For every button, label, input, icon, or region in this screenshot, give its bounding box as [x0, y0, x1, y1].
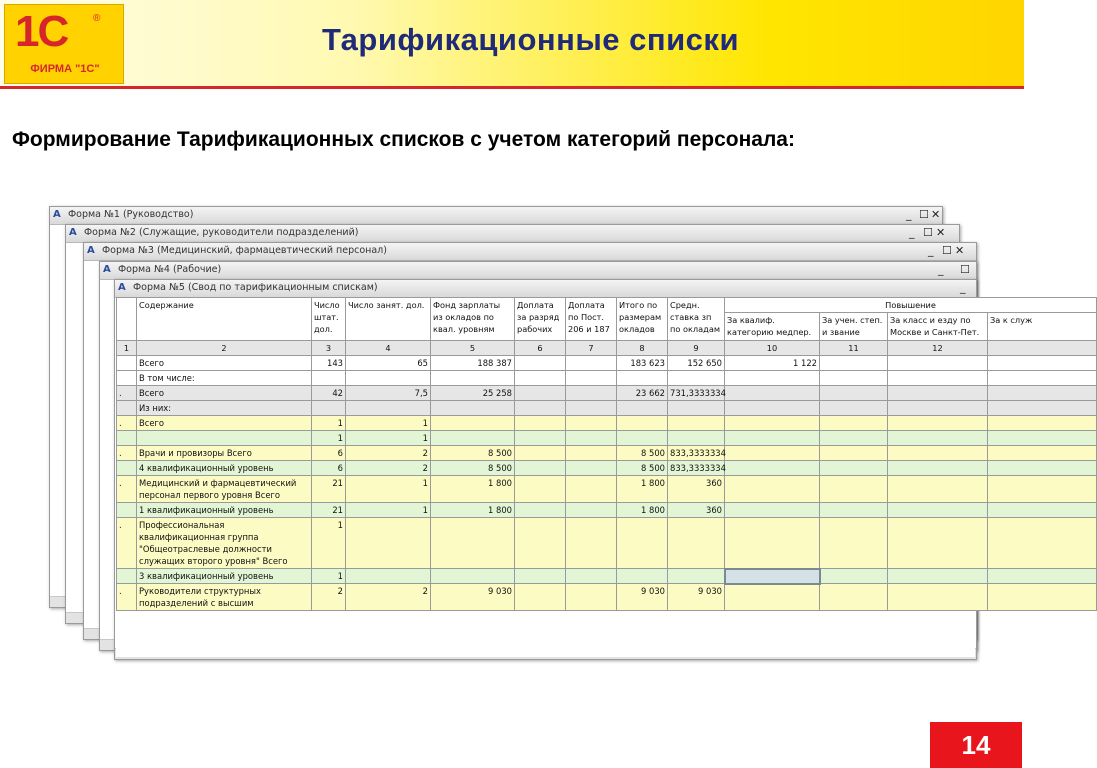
table-cell[interactable]	[566, 518, 617, 569]
column-number: 7	[566, 341, 617, 356]
table-cell[interactable]	[566, 386, 617, 401]
table-row[interactable]	[117, 356, 1097, 371]
table-cell[interactable]	[617, 371, 668, 386]
table-cell[interactable]: 188 387	[431, 356, 515, 371]
table-cell[interactable]	[431, 569, 515, 584]
table-cell[interactable]: 6	[312, 446, 346, 461]
table-cell[interactable]	[668, 371, 725, 386]
table-cell[interactable]	[515, 416, 566, 431]
table-cell[interactable]: 21	[312, 503, 346, 518]
table-cell[interactable]	[820, 401, 888, 416]
table-cell[interactable]	[117, 371, 137, 386]
row-label-cell[interactable]	[137, 431, 312, 446]
table-cell[interactable]	[988, 503, 1097, 518]
maximize-icon[interactable]: ☐	[923, 226, 933, 239]
table-cell[interactable]	[820, 386, 888, 401]
column-header[interactable]: Фонд зарплаты из окладов по квал. уровням	[431, 298, 515, 341]
table-cell[interactable]: 2	[346, 584, 431, 611]
table-cell[interactable]	[888, 584, 988, 611]
table-cell[interactable]: .	[117, 518, 137, 569]
row-label-cell[interactable]: Врачи и провизоры Всего	[137, 446, 312, 461]
table-row[interactable]	[117, 503, 1097, 518]
table-cell[interactable]	[566, 584, 617, 611]
table-cell[interactable]	[515, 371, 566, 386]
table-cell[interactable]	[346, 569, 431, 584]
table-cell[interactable]: 1	[346, 431, 431, 446]
column-header[interactable]: За учен. степ. и звание	[820, 313, 888, 341]
table-cell[interactable]	[820, 416, 888, 431]
form3-title: Форма №3 (Медицинский, фармацевтический персонал)	[102, 245, 387, 256]
column-header[interactable]	[117, 298, 137, 341]
table-cell[interactable]	[566, 503, 617, 518]
table-cell[interactable]	[820, 569, 888, 584]
maximize-icon[interactable]: ☐	[942, 244, 952, 257]
header-divider	[0, 86, 1024, 89]
table-cell[interactable]	[820, 431, 888, 446]
column-header[interactable]: За к служ	[988, 313, 1097, 341]
form-icon: A	[103, 264, 111, 275]
page-number: 14	[930, 722, 1022, 768]
table-cell[interactable]	[346, 371, 431, 386]
table-cell[interactable]	[988, 371, 1097, 386]
table-cell[interactable]	[515, 461, 566, 476]
table-cell[interactable]	[515, 386, 566, 401]
column-header[interactable]: Содержание	[137, 298, 312, 341]
table-cell[interactable]	[820, 476, 888, 503]
table-cell[interactable]	[888, 476, 988, 503]
table-cell[interactable]	[515, 476, 566, 503]
column-number: 10	[725, 341, 820, 356]
minimize-icon[interactable]: _	[909, 226, 915, 239]
table-cell[interactable]: 1	[312, 416, 346, 431]
table-cell[interactable]	[888, 569, 988, 584]
column-header[interactable]: Доплата по Пост. 206 и 187	[566, 298, 617, 341]
table-row[interactable]	[117, 401, 1097, 416]
table-cell[interactable]	[820, 584, 888, 611]
table-cell[interactable]	[346, 401, 431, 416]
table-cell[interactable]: 9 030	[668, 584, 725, 611]
column-header[interactable]: Доплата за разряд рабочих	[515, 298, 566, 341]
table-cell[interactable]	[668, 416, 725, 431]
table-cell[interactable]	[312, 371, 346, 386]
maximize-icon[interactable]: ☐	[960, 263, 970, 276]
minimize-icon[interactable]: _	[938, 263, 944, 276]
table-row[interactable]	[117, 461, 1097, 476]
column-number: 12	[888, 341, 988, 356]
table-cell[interactable]: 1	[312, 431, 346, 446]
table-cell[interactable]: 1 122	[725, 356, 820, 371]
column-header[interactable]: За квалиф. категорию медпер.	[725, 313, 820, 341]
table-cell[interactable]	[117, 431, 137, 446]
table-cell[interactable]: 9 030	[617, 584, 668, 611]
table-row[interactable]	[117, 569, 1097, 584]
group-header-povyshenie: Повышение	[725, 298, 1097, 313]
table-row[interactable]	[117, 518, 1097, 569]
table-cell[interactable]	[988, 584, 1097, 611]
table-cell[interactable]: 1 800	[617, 503, 668, 518]
slide-title: Тарификационные списки	[322, 22, 739, 57]
table-cell[interactable]	[820, 356, 888, 371]
table-cell[interactable]: 143	[312, 356, 346, 371]
table-cell[interactable]	[566, 431, 617, 446]
form4-title: Форма №4 (Рабочие)	[118, 264, 222, 275]
table-cell[interactable]	[566, 461, 617, 476]
column-number: 3	[312, 341, 346, 356]
table-cell[interactable]	[888, 386, 988, 401]
table-cell[interactable]: 1	[312, 518, 346, 569]
table-cell[interactable]	[725, 584, 820, 611]
table-row[interactable]	[117, 371, 1097, 386]
table-cell[interactable]	[566, 569, 617, 584]
row-label-cell[interactable]: 4 квалификационный уровень	[137, 461, 312, 476]
table-cell[interactable]	[725, 431, 820, 446]
table-cell[interactable]	[617, 401, 668, 416]
column-header[interactable]: Средн. ставка зп по окладам	[668, 298, 725, 341]
table-cell[interactable]	[515, 401, 566, 416]
column-number: 6	[515, 341, 566, 356]
table-row[interactable]	[117, 446, 1097, 461]
row-label-cell[interactable]: Всего	[137, 356, 312, 371]
column-number: 1	[117, 341, 137, 356]
table-cell[interactable]: 360	[668, 503, 725, 518]
table-cell[interactable]	[820, 518, 888, 569]
table-cell[interactable]	[431, 431, 515, 446]
column-header[interactable]: Итого по размерам окладов	[617, 298, 668, 341]
logo-caption: ФИРМА "1С"	[30, 63, 100, 75]
column-header[interactable]: За класс и езду по Москве и Санкт-Пет.	[888, 313, 988, 341]
row-label-cell[interactable]: 1 квалификационный уровень	[137, 503, 312, 518]
table-cell[interactable]: 1	[346, 476, 431, 503]
table-cell[interactable]	[617, 431, 668, 446]
table-cell[interactable]	[988, 569, 1097, 584]
table-cell[interactable]: .	[117, 386, 137, 401]
form5-titlebar[interactable]	[115, 280, 976, 298]
table-cell[interactable]	[725, 461, 820, 476]
table-cell[interactable]	[725, 371, 820, 386]
form-icon: A	[69, 227, 77, 238]
table-cell[interactable]: .	[117, 584, 137, 611]
table-cell[interactable]	[566, 476, 617, 503]
table-cell[interactable]	[515, 356, 566, 371]
table-cell[interactable]: 360	[668, 476, 725, 503]
table-cell[interactable]	[988, 461, 1097, 476]
table-cell[interactable]: 21	[312, 476, 346, 503]
table-cell[interactable]	[668, 401, 725, 416]
table-cell[interactable]: 23 662	[617, 386, 668, 401]
close-icon[interactable]: ✕	[955, 244, 965, 257]
table-cell[interactable]: 8 500	[431, 461, 515, 476]
table-cell[interactable]	[515, 584, 566, 611]
table-cell[interactable]: 1 800	[431, 503, 515, 518]
close-icon[interactable]: ✕	[936, 226, 946, 239]
table-cell[interactable]: 1 800	[431, 476, 515, 503]
table-cell[interactable]: 42	[312, 386, 346, 401]
table-row[interactable]	[117, 476, 1097, 503]
table-cell[interactable]: 1	[346, 416, 431, 431]
table-cell[interactable]: 1	[346, 503, 431, 518]
table-cell[interactable]	[888, 431, 988, 446]
form-icon: A	[53, 209, 61, 220]
table-cell[interactable]	[617, 569, 668, 584]
table-cell[interactable]	[515, 446, 566, 461]
table-cell[interactable]: 1	[312, 569, 346, 584]
table-cell[interactable]: 183 623	[617, 356, 668, 371]
table-cell[interactable]	[117, 356, 137, 371]
table-cell[interactable]	[668, 431, 725, 446]
table-cell[interactable]	[117, 569, 137, 584]
table-row[interactable]	[117, 386, 1097, 401]
column-number: 4	[346, 341, 431, 356]
table-cell[interactable]	[888, 446, 988, 461]
table-cell[interactable]	[566, 356, 617, 371]
table-cell[interactable]	[820, 503, 888, 518]
table-cell[interactable]	[888, 371, 988, 386]
minimize-icon[interactable]: _	[960, 281, 966, 294]
row-label-cell[interactable]: 3 квалификационный уровень	[137, 569, 312, 584]
table-cell[interactable]	[888, 356, 988, 371]
column-number-row	[117, 341, 1097, 356]
column-number: 2	[137, 341, 312, 356]
table-cell[interactable]	[431, 371, 515, 386]
form5-title: Форма №5 (Свод по тарификационным спискам)	[133, 282, 378, 293]
table-cell[interactable]: 7,5	[346, 386, 431, 401]
table-cell[interactable]	[988, 431, 1097, 446]
table-cell[interactable]	[988, 476, 1097, 503]
table-row[interactable]	[117, 431, 1097, 446]
table-cell[interactable]: 9 030	[431, 584, 515, 611]
table-cell[interactable]	[566, 446, 617, 461]
row-label-cell[interactable]: Медицинский и фармацевтический персонал первого уровня Всего	[137, 476, 312, 503]
table-cell[interactable]	[820, 371, 888, 386]
form-icon: A	[87, 245, 95, 256]
table-cell[interactable]: 6	[312, 461, 346, 476]
table-cell[interactable]	[988, 446, 1097, 461]
table-cell[interactable]: 2	[312, 584, 346, 611]
minimize-icon[interactable]: _	[906, 208, 912, 221]
table-cell[interactable]	[312, 401, 346, 416]
table-cell[interactable]	[668, 569, 725, 584]
table-cell[interactable]	[566, 371, 617, 386]
table-cell[interactable]: .	[117, 416, 137, 431]
table-cell[interactable]	[515, 503, 566, 518]
logo-mark: 1С	[15, 7, 68, 56]
close-icon[interactable]: ✕	[931, 208, 941, 221]
table-cell[interactable]	[617, 518, 668, 569]
table-cell[interactable]	[988, 518, 1097, 569]
column-header[interactable]: Число занят. дол.	[346, 298, 431, 341]
table-cell[interactable]	[725, 416, 820, 431]
table-cell[interactable]: 731,3333334	[668, 386, 725, 401]
table-cell[interactable]	[117, 461, 137, 476]
table-cell[interactable]	[888, 518, 988, 569]
form2-titlebar[interactable]	[66, 225, 959, 243]
table-cell[interactable]	[725, 386, 820, 401]
column-number: 5	[431, 341, 515, 356]
table-cell[interactable]	[117, 503, 137, 518]
row-label-cell[interactable]: Профессиональная квалификационная группа "Общеотраслевые должности служащих второго уровня" Всего	[137, 518, 312, 569]
table-cell[interactable]: 8 500	[617, 446, 668, 461]
row-label-cell[interactable]: Руководители структурных подразделений с высшим	[137, 584, 312, 611]
table-cell[interactable]	[346, 518, 431, 569]
company-logo	[4, 4, 124, 84]
table-cell[interactable]	[117, 401, 137, 416]
table-cell[interactable]	[988, 401, 1097, 416]
summary-table	[116, 297, 1033, 657]
table-cell[interactable]: 833,3333334	[668, 446, 725, 461]
table-cell[interactable]: 1 800	[617, 476, 668, 503]
table-cell[interactable]	[431, 416, 515, 431]
table-cell[interactable]	[431, 401, 515, 416]
row-label-cell[interactable]: Всего	[137, 386, 312, 401]
form3-titlebar[interactable]	[84, 243, 976, 261]
table-cell[interactable]	[515, 431, 566, 446]
minimize-icon[interactable]: _	[928, 244, 934, 257]
form-icon: A	[118, 282, 126, 293]
table-cell[interactable]	[617, 416, 668, 431]
table-cell[interactable]: .	[117, 446, 137, 461]
table-cell[interactable]	[725, 503, 820, 518]
row-label-cell[interactable]: В том числе:	[137, 371, 312, 386]
table-cell[interactable]: 152 650	[668, 356, 725, 371]
table-cell[interactable]: 8 500	[431, 446, 515, 461]
table-cell[interactable]	[515, 569, 566, 584]
logo-registered: ®	[93, 13, 101, 24]
table-cell[interactable]	[988, 386, 1097, 401]
maximize-icon[interactable]: ☐	[919, 208, 929, 221]
table-row[interactable]	[117, 416, 1097, 431]
table-cell[interactable]	[725, 476, 820, 503]
table-cell[interactable]	[566, 401, 617, 416]
table-cell[interactable]	[515, 518, 566, 569]
table-cell[interactable]	[431, 518, 515, 569]
table-cell[interactable]	[725, 401, 820, 416]
table-row[interactable]	[117, 584, 1097, 611]
table-cell[interactable]	[725, 569, 820, 584]
table-cell[interactable]	[888, 416, 988, 431]
table-cell[interactable]	[820, 446, 888, 461]
table-cell[interactable]	[725, 518, 820, 569]
column-header[interactable]: Число штат. дол.	[312, 298, 346, 341]
column-number	[988, 341, 1097, 356]
column-number: 8	[617, 341, 668, 356]
row-label-cell[interactable]: Из них:	[137, 401, 312, 416]
table-cell[interactable]	[888, 401, 988, 416]
table-cell[interactable]	[668, 518, 725, 569]
column-number: 9	[668, 341, 725, 356]
table-cell[interactable]	[888, 503, 988, 518]
slide-subtitle: Формирование Тарификационных списков с учетом категорий персонала:	[12, 128, 795, 151]
form2-title: Форма №2 (Служащие, руководители подразделений)	[84, 227, 359, 238]
table-cell[interactable]: 2	[346, 461, 431, 476]
table-cell[interactable]	[988, 416, 1097, 431]
table-cell[interactable]	[820, 461, 888, 476]
table-group-header-row	[117, 298, 1097, 313]
form4-titlebar[interactable]	[100, 262, 976, 280]
table-cell[interactable]: 65	[346, 356, 431, 371]
table-cell[interactable]	[725, 446, 820, 461]
table-cell[interactable]: 8 500	[617, 461, 668, 476]
table-cell[interactable]: 2	[346, 446, 431, 461]
table-cell[interactable]	[988, 356, 1097, 371]
table-cell[interactable]: .	[117, 476, 137, 503]
table-cell[interactable]: 833,3333334	[668, 461, 725, 476]
form1-title: Форма №1 (Руководство)	[68, 209, 194, 220]
table-cell[interactable]	[888, 461, 988, 476]
table-cell[interactable]: 25 258	[431, 386, 515, 401]
form1-titlebar[interactable]	[50, 207, 942, 225]
column-number: 11	[820, 341, 888, 356]
row-label-cell[interactable]: Всего	[137, 416, 312, 431]
table-cell[interactable]	[566, 416, 617, 431]
